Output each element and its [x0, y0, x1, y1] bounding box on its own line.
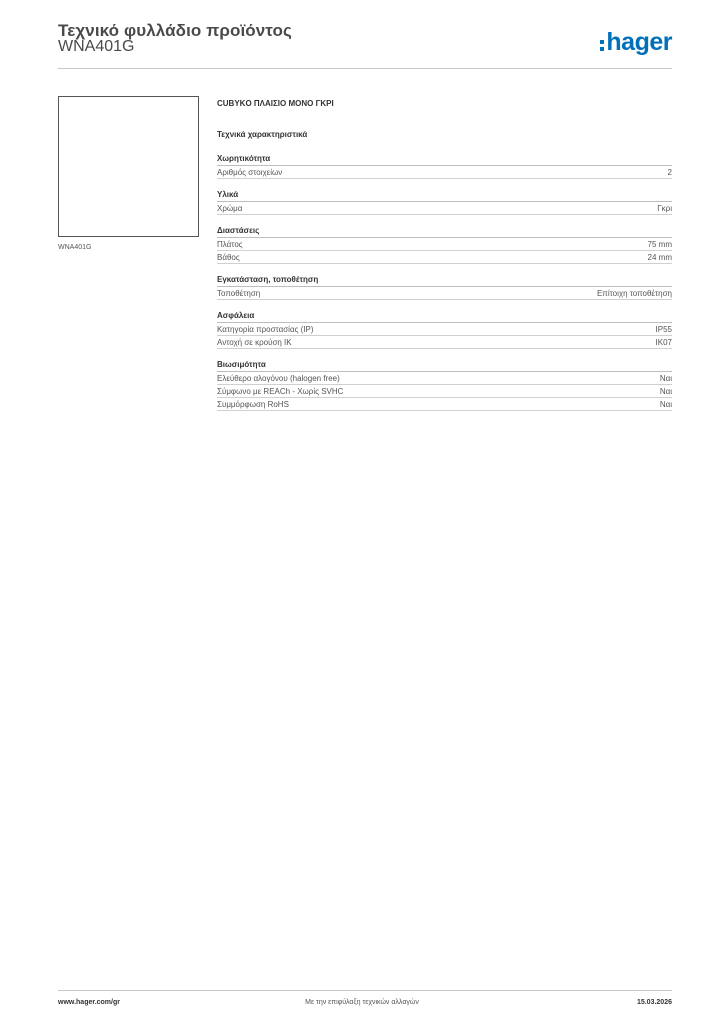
spec-section	[217, 359, 672, 411]
spec-row	[217, 251, 672, 264]
spec-row	[217, 385, 672, 398]
spec-row-value: Ναι	[659, 373, 672, 383]
spec-section	[217, 310, 672, 349]
spec-row-value: Ναι	[659, 399, 672, 409]
spec-section-title: Εγκατάσταση, τοποθέτηση	[217, 274, 672, 287]
spec-row	[217, 202, 672, 215]
spec-row-label: Τοποθέτηση	[217, 288, 261, 298]
spec-section-title: Ασφάλεια	[217, 310, 672, 323]
spec-section-title: Χωρητικότητα	[217, 153, 672, 166]
spec-row	[217, 372, 672, 385]
spec-section	[217, 153, 672, 179]
spec-row-value: Ναι	[659, 386, 672, 396]
logo-text: hager	[606, 28, 672, 56]
spec-section-title: Υλικά	[217, 189, 672, 202]
spec-row-value: 75 mm	[647, 239, 672, 249]
spec-row-label: Αριθμός στοιχείων	[217, 167, 283, 177]
spec-section	[217, 274, 672, 300]
product-image-placeholder	[58, 96, 199, 237]
spec-row-value: IP55	[655, 324, 672, 334]
spec-row-label: Πλάτος	[217, 239, 243, 249]
spec-row	[217, 287, 672, 300]
document-title: Τεχνικό φυλλάδιο προϊόντος	[58, 21, 292, 40]
product-reference: WNA401G	[58, 38, 135, 55]
spec-sections	[217, 153, 672, 411]
footer-divider	[58, 990, 672, 991]
footer-website[interactable]: www.hager.com/gr	[58, 999, 120, 1006]
spec-section	[217, 189, 672, 215]
spec-row	[217, 323, 672, 336]
spec-row-label: Σύμφωνο με REACh - Χωρίς SVHC	[217, 386, 344, 396]
spec-row	[217, 166, 672, 179]
logo-colon-icon	[600, 40, 604, 51]
spec-row-label: Συμμόρφωση RoHS	[217, 399, 289, 409]
spec-row-label: Χρώμα	[217, 203, 243, 213]
technical-characteristics-heading: Τεχνικά χαρακτηριστικά	[217, 130, 308, 139]
footer-date: 15.03.2026	[636, 999, 672, 1006]
spec-section	[217, 225, 672, 264]
spec-row	[217, 398, 672, 411]
footer-notice: Με την επιφύλαξη τεχνικών αλλαγών	[305, 999, 419, 1006]
spec-row-value: 24 mm	[647, 252, 672, 262]
spec-row-label: Βάθος	[217, 252, 240, 262]
spec-row-value: IK07	[655, 337, 672, 347]
spec-section-title: Διαστάσεις	[217, 225, 672, 238]
spec-row	[217, 336, 672, 349]
spec-row	[217, 238, 672, 251]
product-image-caption: WNA401G	[58, 244, 92, 251]
specification-panel	[217, 98, 672, 411]
header-divider	[58, 68, 672, 69]
spec-row-value: Επίτοιχη τοποθέτηση	[596, 288, 672, 298]
spec-row-value: Γκρι	[657, 203, 672, 213]
spec-row-label: Κατηγορία προστασίας (IP)	[217, 324, 314, 334]
spec-row-label: Αντοχή σε κρούση IK	[217, 337, 292, 347]
hager-logo	[600, 28, 672, 57]
product-name: CUBYKO ΠΛΑΙΣΙΟ ΜΟΝΟ ΓΚΡΙ	[217, 99, 334, 108]
spec-row-value: 2	[667, 167, 672, 177]
spec-row-label: Ελεύθερο αλογόνου (halogen free)	[217, 373, 340, 383]
spec-section-title: Βιωσιμότητα	[217, 359, 672, 372]
